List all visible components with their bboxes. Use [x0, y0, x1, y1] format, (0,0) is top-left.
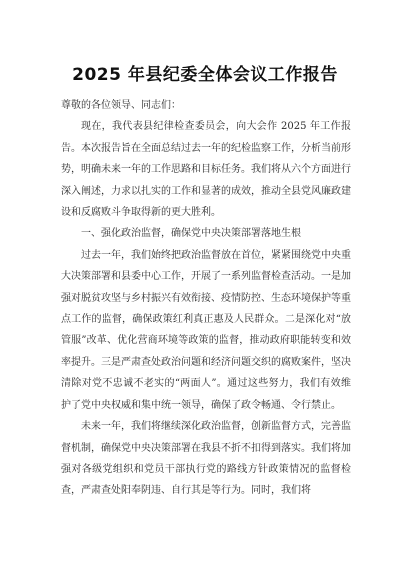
paragraph-outlook: 未来一年，我们将继续深化政治监督，创新监督方式，完善监督机制，确保党中央决策部署在我县不折不扣得到落实。我们将加强对各级党组织和党员干部执行党的路线方针政策情况的监督检查，严肃查处阳奉阴违、自行其是等行为。同时，我们将 [61, 421, 351, 497]
salutation: 尊敬的各位领导、同志们： [61, 100, 181, 111]
document-title: 2025 年县纪委全体会议工作报告 [72, 65, 338, 85]
document-body [61, 95, 351, 502]
paragraph-intro: 现在，我代表县纪律检查委员会，向大会作 2025 年工作报告。本次报告旨在全面总结过去一年的纪检监察工作，分析当前形势，明确未来一年的工作思路和目标任务。我们将从六个方面进行深入阐述，力求以扎实的工作和显著的成效，推动全县党风廉政建设和反腐败斗争取得新的更大胜利。 [61, 121, 351, 219]
section-heading-1: 一、强化政治监督，确保党中央决策部署落地生根 [81, 228, 301, 240]
paragraph-review: 过去一年，我们始终把政治监督放在首位，紧紧围绕党中央重大决策部署和县委中心工作，开展了一系列监督检查活动。一是加强对脱贫攻坚与乡村振兴有效衔接、疫情防控、生态环境保护等重点工作的监督，确保政策红利真正惠及人民群众。二是深化对“放管服”改革、优化营商环境等政策的监督，推动政府职能转变和效率提升。三是严肃查处政治问题和经济问题交织的腐败案件，坚决清除对党不忠诚不老实的“两面人”。通过这些努力，我们有效维护了党中央权威和集中统一领导，确保了政令畅通、令行禁止。 [61, 249, 351, 411]
